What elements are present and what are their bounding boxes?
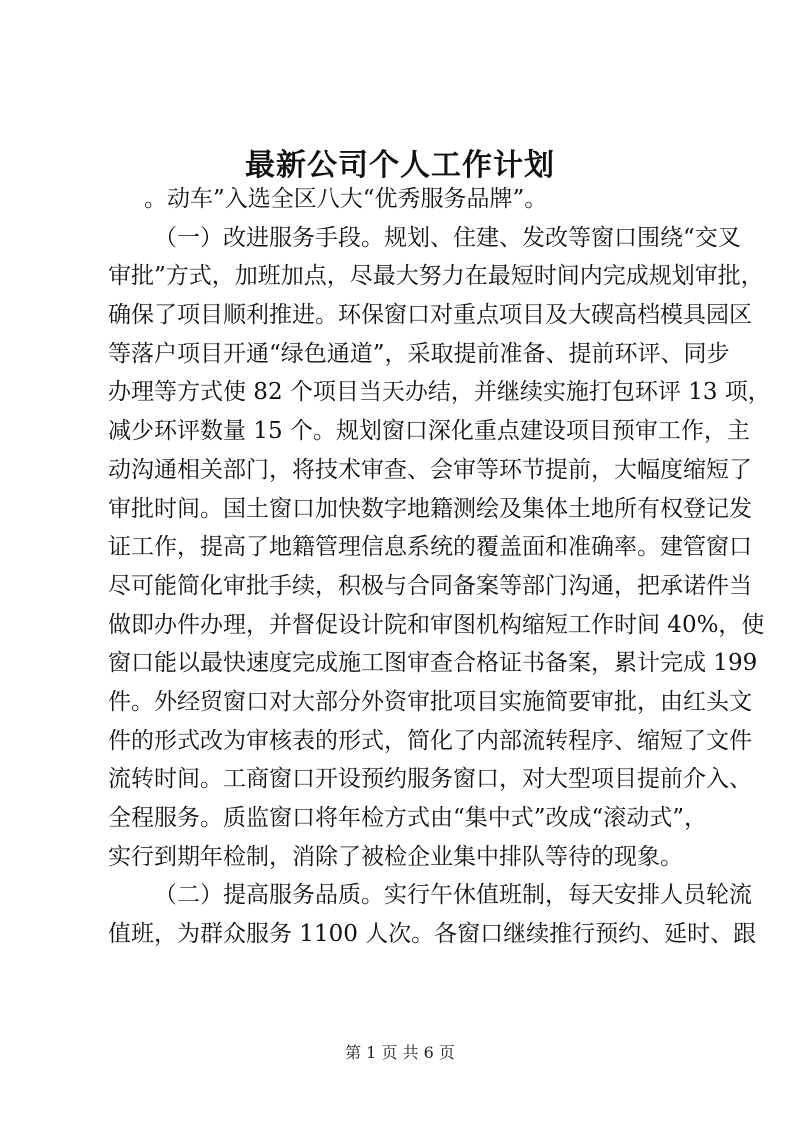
paragraph-line: 等落户项目开通“绿色通道”，采取提前准备、提前环评、同步 [108, 340, 730, 367]
paragraph-line: 全程服务。质监窗口将年检方式由“集中式”改成“滚动式”， [108, 805, 708, 831]
paragraph-line: 尽可能简化审批手续，积极与合同备案等部门沟通，把承诺件当 [108, 572, 752, 599]
paragraph-line: 件的形式改为审核表的形式，简化了内部流转程序、缩短了文件 [108, 727, 752, 754]
page-title: 最新公司个人工作计划 [245, 148, 555, 183]
paragraph-line: 件。外经贸窗口对大部分外资审批项目实施简要审批，由红头文 [108, 688, 752, 715]
paragraph-line: 审批”方式，加班加点，尽最大努力在最短时间内完成规划审批， [108, 263, 764, 290]
paragraph-line: 窗口能以最快速度完成施工图审查合格证书备案，累计完成 199 [108, 650, 758, 677]
paragraph-line: （二）提高服务品质。实行午休值班制，每天安排人员轮流 [154, 882, 752, 909]
paragraph-line: 流转时间。工商窗口开设预约服务窗口，对大型项目提前介入、 [108, 766, 752, 793]
paragraph-line: 审批时间。国土窗口加快数字地籍测绘及集体土地所有权登记发 [108, 495, 752, 522]
paragraph-line: 动沟通相关部门，将技术审查、会审等环节提前，大幅度缩短了 [108, 456, 752, 483]
paragraph-line: 办理等方式使 82 个项目当天办结，并继续实施打包环评 13 项， [108, 379, 771, 406]
paragraph-line: （一）改进服务手段。规划、住建、发改等窗口围绕“交叉 [154, 224, 741, 251]
paragraph-line: 实行到期年检制，消除了被检企业集中排队等待的现象。 [108, 843, 683, 870]
document-body [108, 180, 771, 954]
paragraph-line: 。动车”入选全区八大“优秀服务品牌”。 [144, 186, 548, 212]
page-footer: 第 1 页 共 6 页 [345, 1043, 455, 1062]
paragraph-line: 确保了项目顺利推进。环保窗口对重点项目及大碶高档模具园区 [108, 302, 752, 329]
paragraph-line: 做即办件办理，并督促设计院和审图机构缩短工作时间 40%，使 [108, 611, 765, 638]
paragraph-line: 减少环评数量 15 个。规划窗口深化重点建设项目预审工作，主 [108, 418, 750, 445]
paragraph-line: 值班，为群众服务 1100 人次。各窗口继续推行预约、延时、跟 [108, 921, 757, 948]
paragraph-line: 证工作，提高了地籍管理信息系统的覆盖面和准确率。建管窗口 [108, 534, 752, 561]
